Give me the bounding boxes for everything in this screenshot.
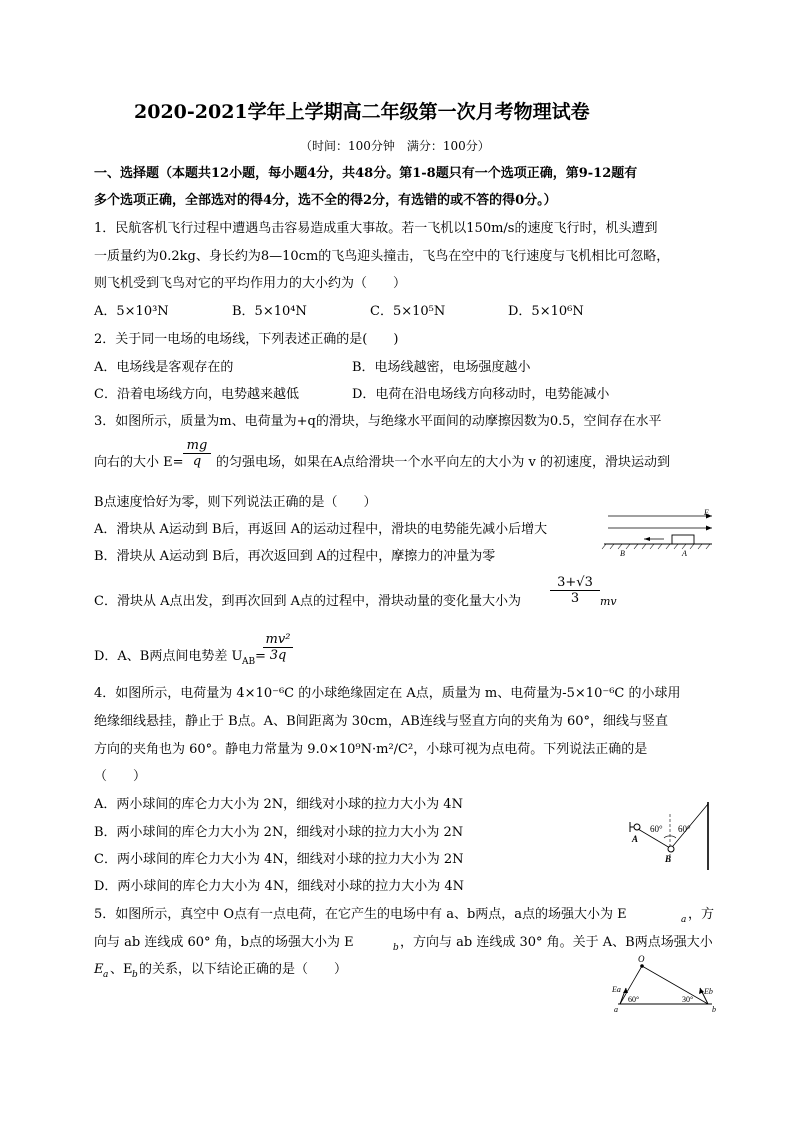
momentum-formula-denominator: 3 [570, 591, 580, 606]
q3-option-d: D．A、B两点间电势差 U [94, 649, 243, 664]
q3-option-d-equals: = [255, 649, 266, 664]
q3-stem-line3: B点速度恰好为零，则下列说法正确的是（ ） [94, 495, 377, 510]
momentum-formula-tail: mv [600, 595, 617, 608]
exam-info: （时间：100分钟 满分：100分） [300, 139, 490, 153]
q3-option-c: C．滑块从 A点出发，到再次回到 A点的过程中，滑块动量的变化量大小为 [94, 594, 521, 609]
q5-stem-line3-sub2: b [132, 970, 138, 980]
q3-stem-line2b: 的匀强电场，如果在A点给滑块一个水平向左的大小为 v 的初速度，滑块运动到 [216, 455, 670, 470]
field-formula [183, 438, 211, 469]
momentum-formula [550, 575, 600, 606]
q2-option-d: D．电荷在沿电场线方向移动时，电势能减小 [352, 387, 610, 402]
q3-figure [600, 508, 715, 558]
q5-figure [608, 952, 728, 1014]
ea-label: Ea [612, 985, 621, 994]
q5-stem-line3-e: E [94, 962, 104, 977]
q5-stem-line2: 向与 ab 连线成 60° 角，b点的场强大小为 E [94, 935, 354, 950]
q4-option-a: A．两小球间的库仑力大小为 2N，细线对小球的拉力大小为 4N [94, 797, 463, 812]
q5-stem-line2-sub: b [393, 943, 399, 953]
q5-stem-line2-tail: ，方向与 ab 连线成 30° 角。关于 A、B两点场强大小 [400, 935, 713, 950]
q2-option-b: B．电场线越密，电场强度越小 [352, 360, 531, 375]
q5-stem-line1: 5．如图所示，真空中 O点有一点电荷，在它产生的电场中有 a、b两点，a点的场强大小为 E [94, 907, 627, 922]
field-formula-denominator: q [192, 454, 202, 469]
point-b-label: B [665, 854, 672, 864]
q1-option-b: B．5×10⁴N [232, 304, 307, 319]
angle-a-label: 60° [628, 995, 640, 1004]
point-a-label: A [632, 834, 639, 844]
q2-stem: 2．关于同一电场的电场线，下列表述正确的是( ) [94, 332, 399, 347]
q3-option-d-subscript: AB [242, 657, 256, 667]
momentum-formula-numerator: 3+√3 [550, 575, 600, 591]
q3-stem-line1: 3．如图所示，质量为m、电荷量为+q的滑块，与绝缘水平面间的动摩擦因数为0.5，空间存在水平 [94, 414, 662, 429]
q4-stem-line3: 方向的夹角也为 60°。静电力常量为 9.0×10⁹N·m²/C²，小球可视为点电荷。下列说法正确的是 [94, 742, 648, 757]
q1-stem-line2: 一质量约为0.2kg、身长约为8—10cm的飞鸟迎头撞击，飞鸟在空中的飞行速度与飞机相比可忽略， [94, 249, 670, 264]
q4-option-d: D．两小球间的库仑力大小为 4N，细线对小球的拉力大小为 4N [94, 879, 464, 894]
angle-b-label: 30° [682, 995, 694, 1004]
q4-option-b: B．两小球间的库仑力大小为 2N，细线对小球的拉力大小为 2N [94, 825, 464, 840]
q4-figure [620, 800, 720, 872]
eb-label: Eb [704, 987, 713, 996]
field-formula-numerator: mg [183, 438, 211, 454]
q5-stem-line3-tail: 的关系，以下结论正确的是（ ） [139, 962, 348, 977]
q5-stem-line3-sub1: a [103, 970, 109, 980]
angle-left-label: 60° [650, 824, 663, 834]
angle-right-label: 60° [678, 824, 691, 834]
page-title: 2020-2021学年上学期高二年级第一次月考物理试卷 [134, 101, 590, 123]
field-label: E [704, 508, 709, 517]
potential-formula-denominator: 3q [269, 648, 287, 663]
q3-option-b: B．滑块从 A运动到 B后，再次返回到 A的过程中，摩擦力的冲量为零 [94, 549, 496, 564]
section-header-line2: 多个选项正确，全部选对的得4分，选不全的得2分，有选错的或不答的得0分。） [94, 193, 557, 208]
potential-formula-numerator: mv² [263, 632, 293, 648]
q1-option-c: C．5×10⁵N [370, 304, 446, 319]
potential-formula [263, 632, 293, 663]
point-o-label: O [638, 954, 645, 964]
q1-stem-line1: 1．民航客机飞行过程中遭遇鸟击容易造成重大事故。若一飞机以150m/s的速度飞行时，机头遭到 [94, 221, 658, 236]
q5-stem-line3-mid: 、E [110, 962, 133, 977]
q1-stem-line3: 则飞机受到飞鸟对它的平均作用力的大小约为（ ） [94, 276, 407, 291]
q2-option-c: C．沿着电场线方向，电势越来越低 [94, 387, 299, 402]
q1-option-a: A．5×10³N [94, 304, 169, 319]
section-header-line1: 一、选择题（本题共12小题，每小题4分，共48分。第1-8题只有一个选项正确，第9-12题有 [94, 166, 638, 181]
q4-stem-line4: （ ） [94, 769, 147, 784]
q4-option-c: C．两小球间的库仑力大小为 4N，细线对小球的拉力大小为 2N [94, 852, 464, 867]
q3-option-a: A．滑块从 A运动到 B后，再返回 A的运动过程中，滑块的电势能先减小后增大 [94, 522, 548, 537]
q5-stem-line1-tail: ，方 [688, 907, 715, 922]
point-b-label: B [620, 549, 625, 558]
q3-stem-line2a: 向右的大小 E= [94, 455, 184, 470]
q2-option-a: A．电场线是客观存在的 [94, 360, 234, 375]
q5-stem-line1-sub: a [681, 915, 687, 925]
point-b-lower-label: b [712, 1005, 716, 1014]
q4-stem-line1: 4．如图所示，电荷量为 4×10⁻⁶C 的小球绝缘固定在 A点，质量为 m、电荷量为-5×10⁻⁶C 的小球用 [94, 686, 681, 701]
point-a-label: A [682, 549, 687, 558]
point-a-lower-label: a [614, 1005, 618, 1014]
q1-option-d: D．5×10⁶N [508, 304, 584, 319]
q4-stem-line2: 绝缘细线悬挂，静止于 B点。A、B间距离为 30cm，AB连线与竖直方向的夹角为 60°，细线与竖直 [94, 714, 669, 729]
